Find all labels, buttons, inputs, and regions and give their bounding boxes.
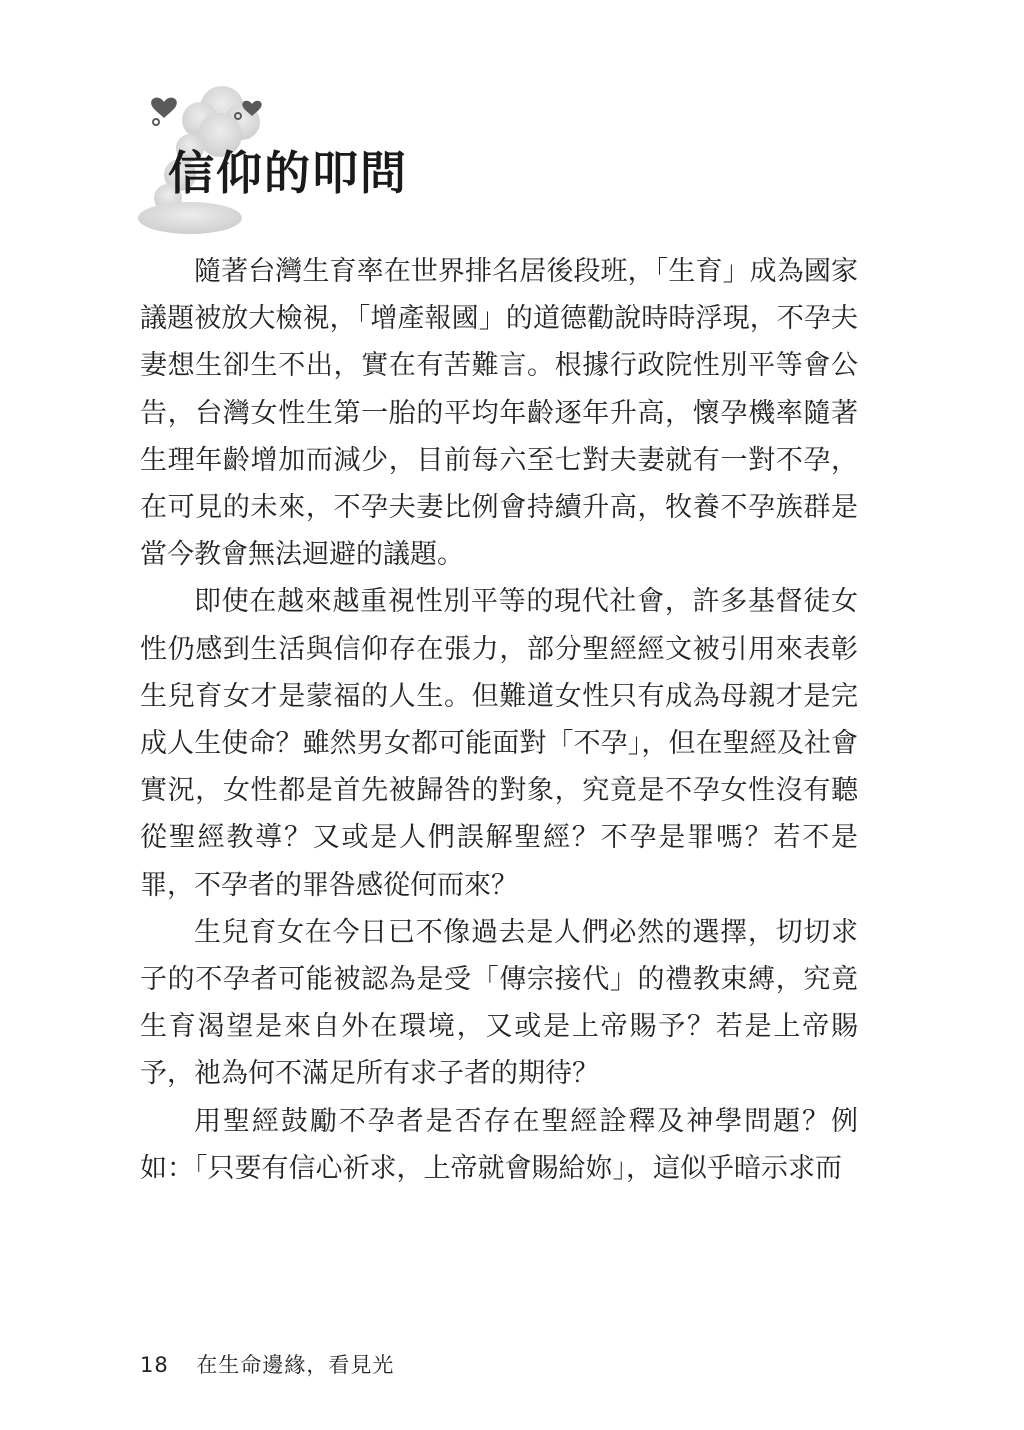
page-number: 18: [140, 1353, 169, 1377]
page-footer: [140, 1349, 394, 1379]
book-title: 在生命邊緣，看見光: [196, 1353, 395, 1377]
body-text: [140, 248, 858, 1192]
paragraph-4: 用聖經鼓勵不孕者是否存在聖經詮釋及神學問題？例如：「只要有信心祈求，上帝就會賜給妳」，這似乎暗示求而: [140, 1105, 858, 1184]
chapter-title: 信仰的叩問: [168, 146, 408, 200]
paragraph-2: 即使在越來越重視性別平等的現代社會，許多基督徒女性仍感到生活與信仰存在張力，部分聖經經文被引用來表彰生兒育女才是蒙福的人生。但難道女性只有成為母親才是完成人生使命？雖然男女都可能面對「不孕」，但在聖經及社會實況，女性都是首先被歸咎的對象，究竟是不孕女性沒有聽從聖經教導？又或是人們誤解聖經？不孕是罪嗎？若不是罪，不孕者的罪咎感從何而來？: [140, 586, 858, 901]
paragraph-1: 隨著台灣生育率在世界排名居後段班，「生育」成為國家議題被放大檢視，「增產報國」的道德勸說時時浮現，不孕夫妻想生卻生不出，實在有苦難言。根據行政院性別平等會公告，台灣女性生第一胎的平均年齡逐年升高，懷孕機率隨著生理年齡增加而減少，目前每六至七對夫妻就有一對不孕，在可見的未來，不孕夫妻比例會持續升高，牧養不孕族群是當今教會無法迴避的議題。: [140, 256, 858, 571]
paragraph-3: 生兒育女在今日已不像過去是人們必然的選擇，切切求子的不孕者可能被認為是受「傳宗接代」的禮教束縛，究竟生育渴望是來自外在環境，又或是上帝賜予？若是上帝賜予，祂為何不滿足所有求子者的期待？: [140, 916, 858, 1090]
